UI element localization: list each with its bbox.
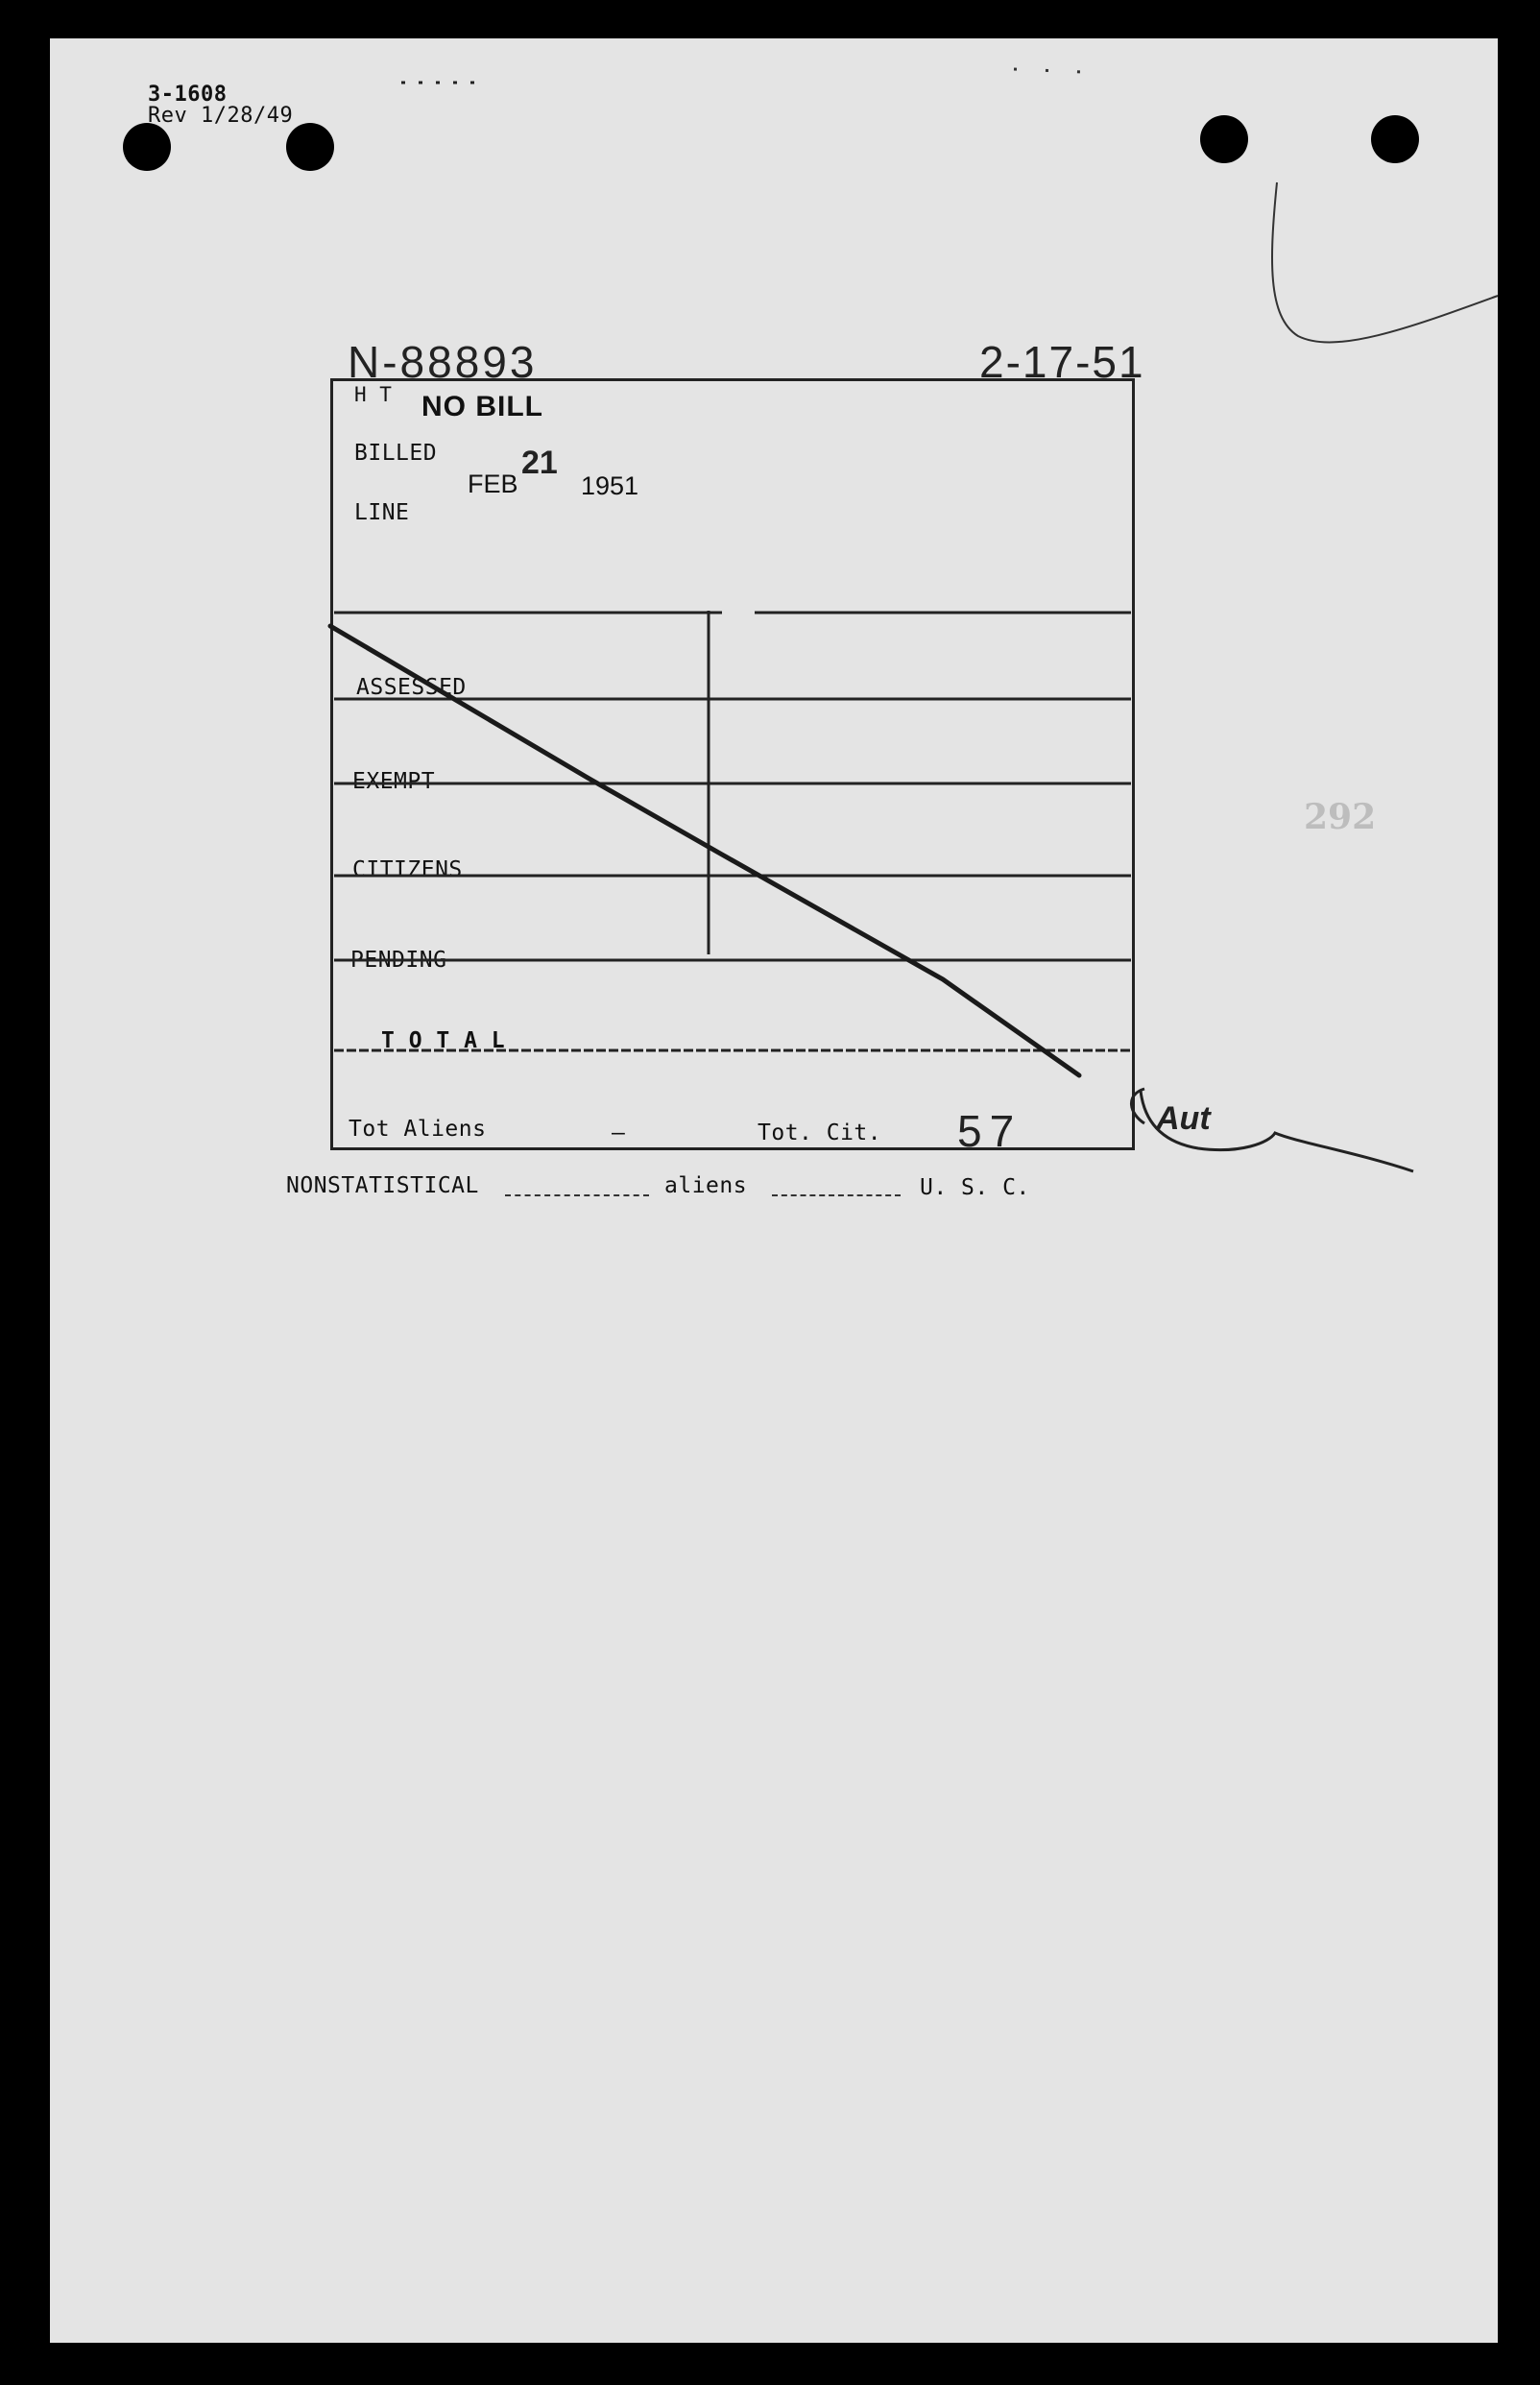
billed-label: BILLED (354, 441, 438, 466)
usc-label: U. S. C. (920, 1175, 1030, 1200)
ht-label: H T (354, 383, 393, 406)
row-label-assessed: ASSESSED (356, 675, 467, 700)
handwritten-date: 2-17-51 (979, 337, 1145, 387)
initials-loop (1141, 1091, 1413, 1171)
form-number: 3-1608 (148, 83, 228, 107)
document-page (50, 38, 1498, 2343)
aliens-label: aliens (664, 1173, 748, 1198)
stamp-day: 21 (521, 445, 558, 481)
pen-marks (50, 38, 1498, 2343)
page-number: 292 (1304, 797, 1377, 837)
total-label: T O T A L (381, 1028, 506, 1053)
row-label-exempt: EXEMPT (352, 769, 436, 794)
top-dot-mark (1014, 69, 1106, 73)
no-bill-stamp: NO BILL (421, 391, 543, 422)
stamp-year: 1951 (581, 471, 639, 500)
form-revision: Rev 1/28/49 (148, 104, 294, 128)
tot-cit-value: 57 (957, 1106, 1023, 1156)
tot-aliens-value: — (612, 1120, 626, 1145)
diagonal-cross-out (330, 626, 1079, 1075)
nonstatistical-label: NONSTATISTICAL (286, 1173, 479, 1198)
tot-aliens-label: Tot Aliens (349, 1117, 487, 1142)
row-label-pending: PENDING (350, 948, 447, 973)
handwritten-initials: Aut (1156, 1100, 1211, 1137)
stamp-month: FEB (468, 470, 518, 498)
handwritten-file-number: N-88893 (348, 337, 538, 387)
tot-cit-label: Tot. Cit. (758, 1120, 882, 1145)
corner-scribble (1272, 182, 1498, 342)
line-label: LINE (354, 500, 410, 525)
row-label-citizens: CITIZENS (352, 857, 463, 882)
